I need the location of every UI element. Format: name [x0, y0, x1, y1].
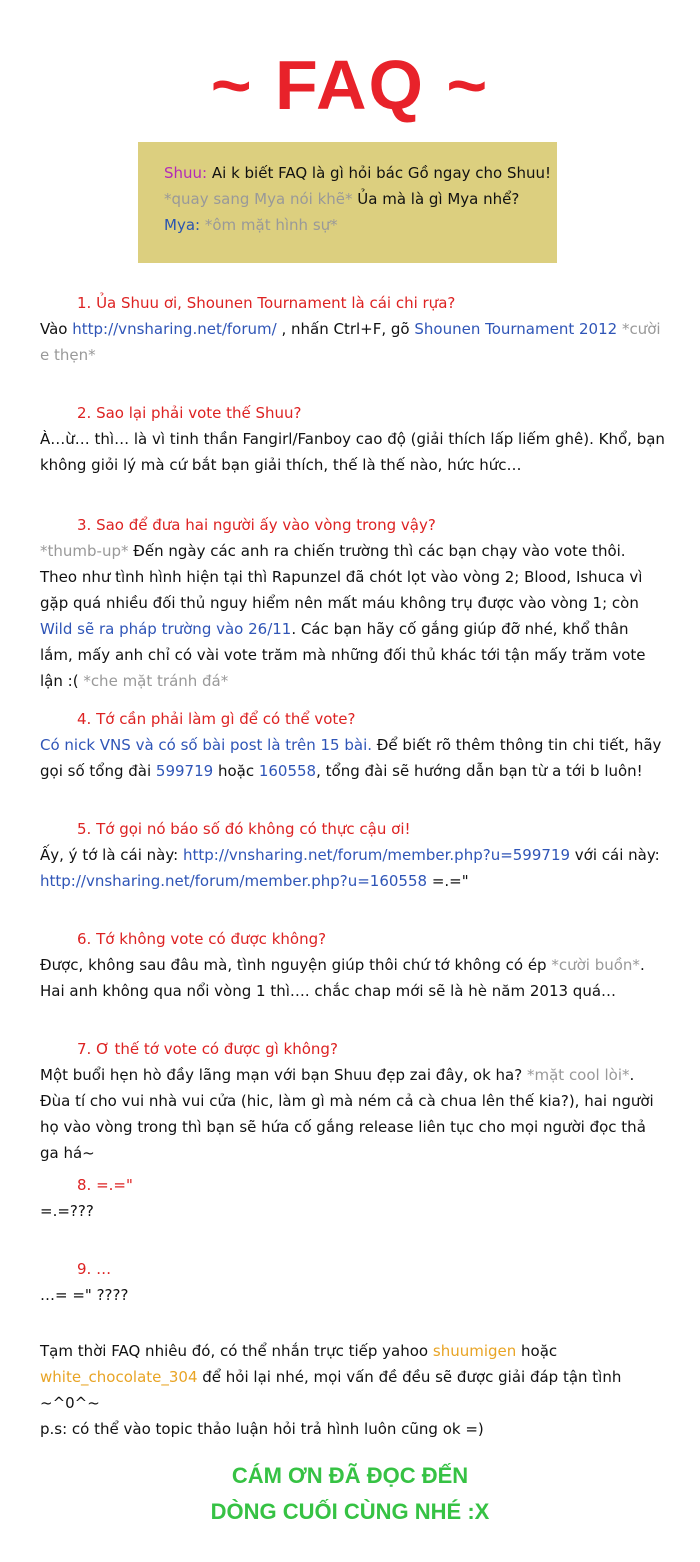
faq-item-5 — [40, 816, 665, 894]
thanks-line-2: DÒNG CUỐI CÙNG NHÉ :X — [210, 1499, 490, 1524]
intro-line-1: Shuu: Ai k biết FAQ là gì hỏi bác Gồ ngay cho Shuu! — [164, 164, 552, 182]
faq-item-8 — [40, 1172, 665, 1224]
question-6: 6. Tớ không vote có được không? — [77, 930, 327, 948]
thanks-line-1: CÁM ƠN ĐÃ ĐỌC ĐẾN — [231, 1463, 469, 1488]
ps-note: p.s: có thể vào topic thảo luận hỏi trả hình luôn cũng ok =) — [40, 1420, 484, 1438]
answer-2: À…ừ… thì… là vì tinh thần Fangirl/Fanboy cao độ (giải thích lấp liếm ghê). Khổ, bạn không giỏi lý mà cứ bắt bạn giải thích, thế là thế nào, hức hức… — [40, 430, 665, 474]
thanks-message — [0, 1458, 700, 1530]
faq-item-2 — [40, 400, 665, 478]
answer-7: Một buổi hẹn hò đầy lãng mạn với bạn Shuu đẹp zai đây, ok ha? *mặt cool lòi*. Đùa tí cho vui nhà vui cửa (hic, làm gì mà ném cả cà chua lên thế kia?), hai người họ vào vòng trong thì bạn sẽ hứa cố gắng release liên tục cho mọi người đọc thả ga há~ — [40, 1066, 654, 1162]
faq-item-6 — [40, 926, 665, 1004]
question-5: 5. Tớ gọi nó báo số đó không có thực cậu ơi! — [77, 820, 411, 838]
answer-4: Có nick VNS và có số bài post là trên 15 bài. Để biết rõ thêm thông tin chi tiết, hãy gọi số tổng đài 599719 hoặc 160558, tổng đài sẽ hướng dẫn bạn từ a tới b luôn! — [40, 736, 662, 780]
member-link-2[interactable]: http://vnsharing.net/forum/member.php?u=160558 — [40, 872, 428, 890]
intro-line-3: Mya: *ôm mặt hình sự* — [164, 216, 338, 234]
answer-3: *thumb-up* Đến ngày các anh ra chiến trường thì các bạn chạy vào vote thôi. Theo như tình hình hiện tại thì Rapunzel đã chót lọt vào vòng 2; Blood, Ishuca vì gặp quá nhiều đối thủ nguy hiểm nên mất máu không trụ được vào vòng 1; còn Wild sẽ ra pháp trường vào 26/11. Các bạn hãy cố gắng giúp đỡ nhé, khổ thân lắm, mấy anh chỉ có vài vote trăm mà những đối thủ khác tới tận mấy trăm vote lận :( *che mặt tránh đá* — [40, 542, 646, 690]
faq-item-1 — [40, 290, 665, 368]
yahoo-id-2: white_chocolate_304 — [40, 1368, 198, 1386]
question-2: 2. Sao lại phải vote thế Shuu? — [77, 404, 302, 422]
intro-line-2: *quay sang Mya nói khẽ* Ủa mà là gì Mya nhể? — [164, 190, 520, 208]
faq-item-9 — [40, 1256, 665, 1308]
forum-link[interactable]: http://vnsharing.net/forum/ — [72, 320, 277, 338]
faq-item-4 — [40, 706, 665, 784]
answer-5: Ấy, ý tớ là cái này: http://vnsharing.net/forum/member.php?u=599719 với cái này: http://vnsharing.net/forum/member.php?u=160558 =.=" — [40, 846, 660, 890]
answer-6: Được, không sau đâu mà, tình nguyện giúp thôi chứ tớ không có ép *cười buồn*. Hai anh không qua nổi vòng 1 thì…. chắc chap mới sẽ là hè năm 2013 quá… — [40, 956, 645, 1000]
answer-9: …= =" ???? — [40, 1286, 129, 1304]
faq-item-3 — [40, 512, 665, 694]
question-4: 4. Tớ cần phải làm gì để có thể vote? — [77, 710, 356, 728]
question-1: 1. Ủa Shuu ơi, Shounen Tournament là cái chi rựa? — [77, 294, 456, 312]
question-7: 7. Ơ thế tớ vote có được gì không? — [77, 1040, 338, 1058]
yahoo-id-1: shuumigen — [432, 1342, 517, 1360]
answer-8: =.=??? — [40, 1202, 94, 1220]
closing-note — [40, 1338, 665, 1442]
faq-item-7 — [40, 1036, 665, 1166]
question-9: 9. … — [77, 1260, 112, 1278]
answer-1: Vào http://vnsharing.net/forum/ , nhấn Ctrl+F, gõ Shounen Tournament 2012 *cười e thẹn* — [40, 320, 661, 364]
closing-text: Tạm thời FAQ nhiêu đó, có thể nhắn trực tiếp yahoo shuumigen hoặc white_chocolate_304 để hỏi lại nhé, mọi vấn đề đều sẽ được giải đáp tận tình ~^0^~ — [40, 1342, 622, 1412]
page-title: ~ FAQ ~ — [210, 46, 490, 124]
question-3: 3. Sao để đưa hai người ấy vào vòng trong vậy? — [77, 516, 436, 534]
intro-box — [138, 142, 557, 263]
question-8: 8. =.=" — [77, 1176, 133, 1194]
member-link-1[interactable]: http://vnsharing.net/forum/member.php?u=599719 — [182, 846, 571, 864]
